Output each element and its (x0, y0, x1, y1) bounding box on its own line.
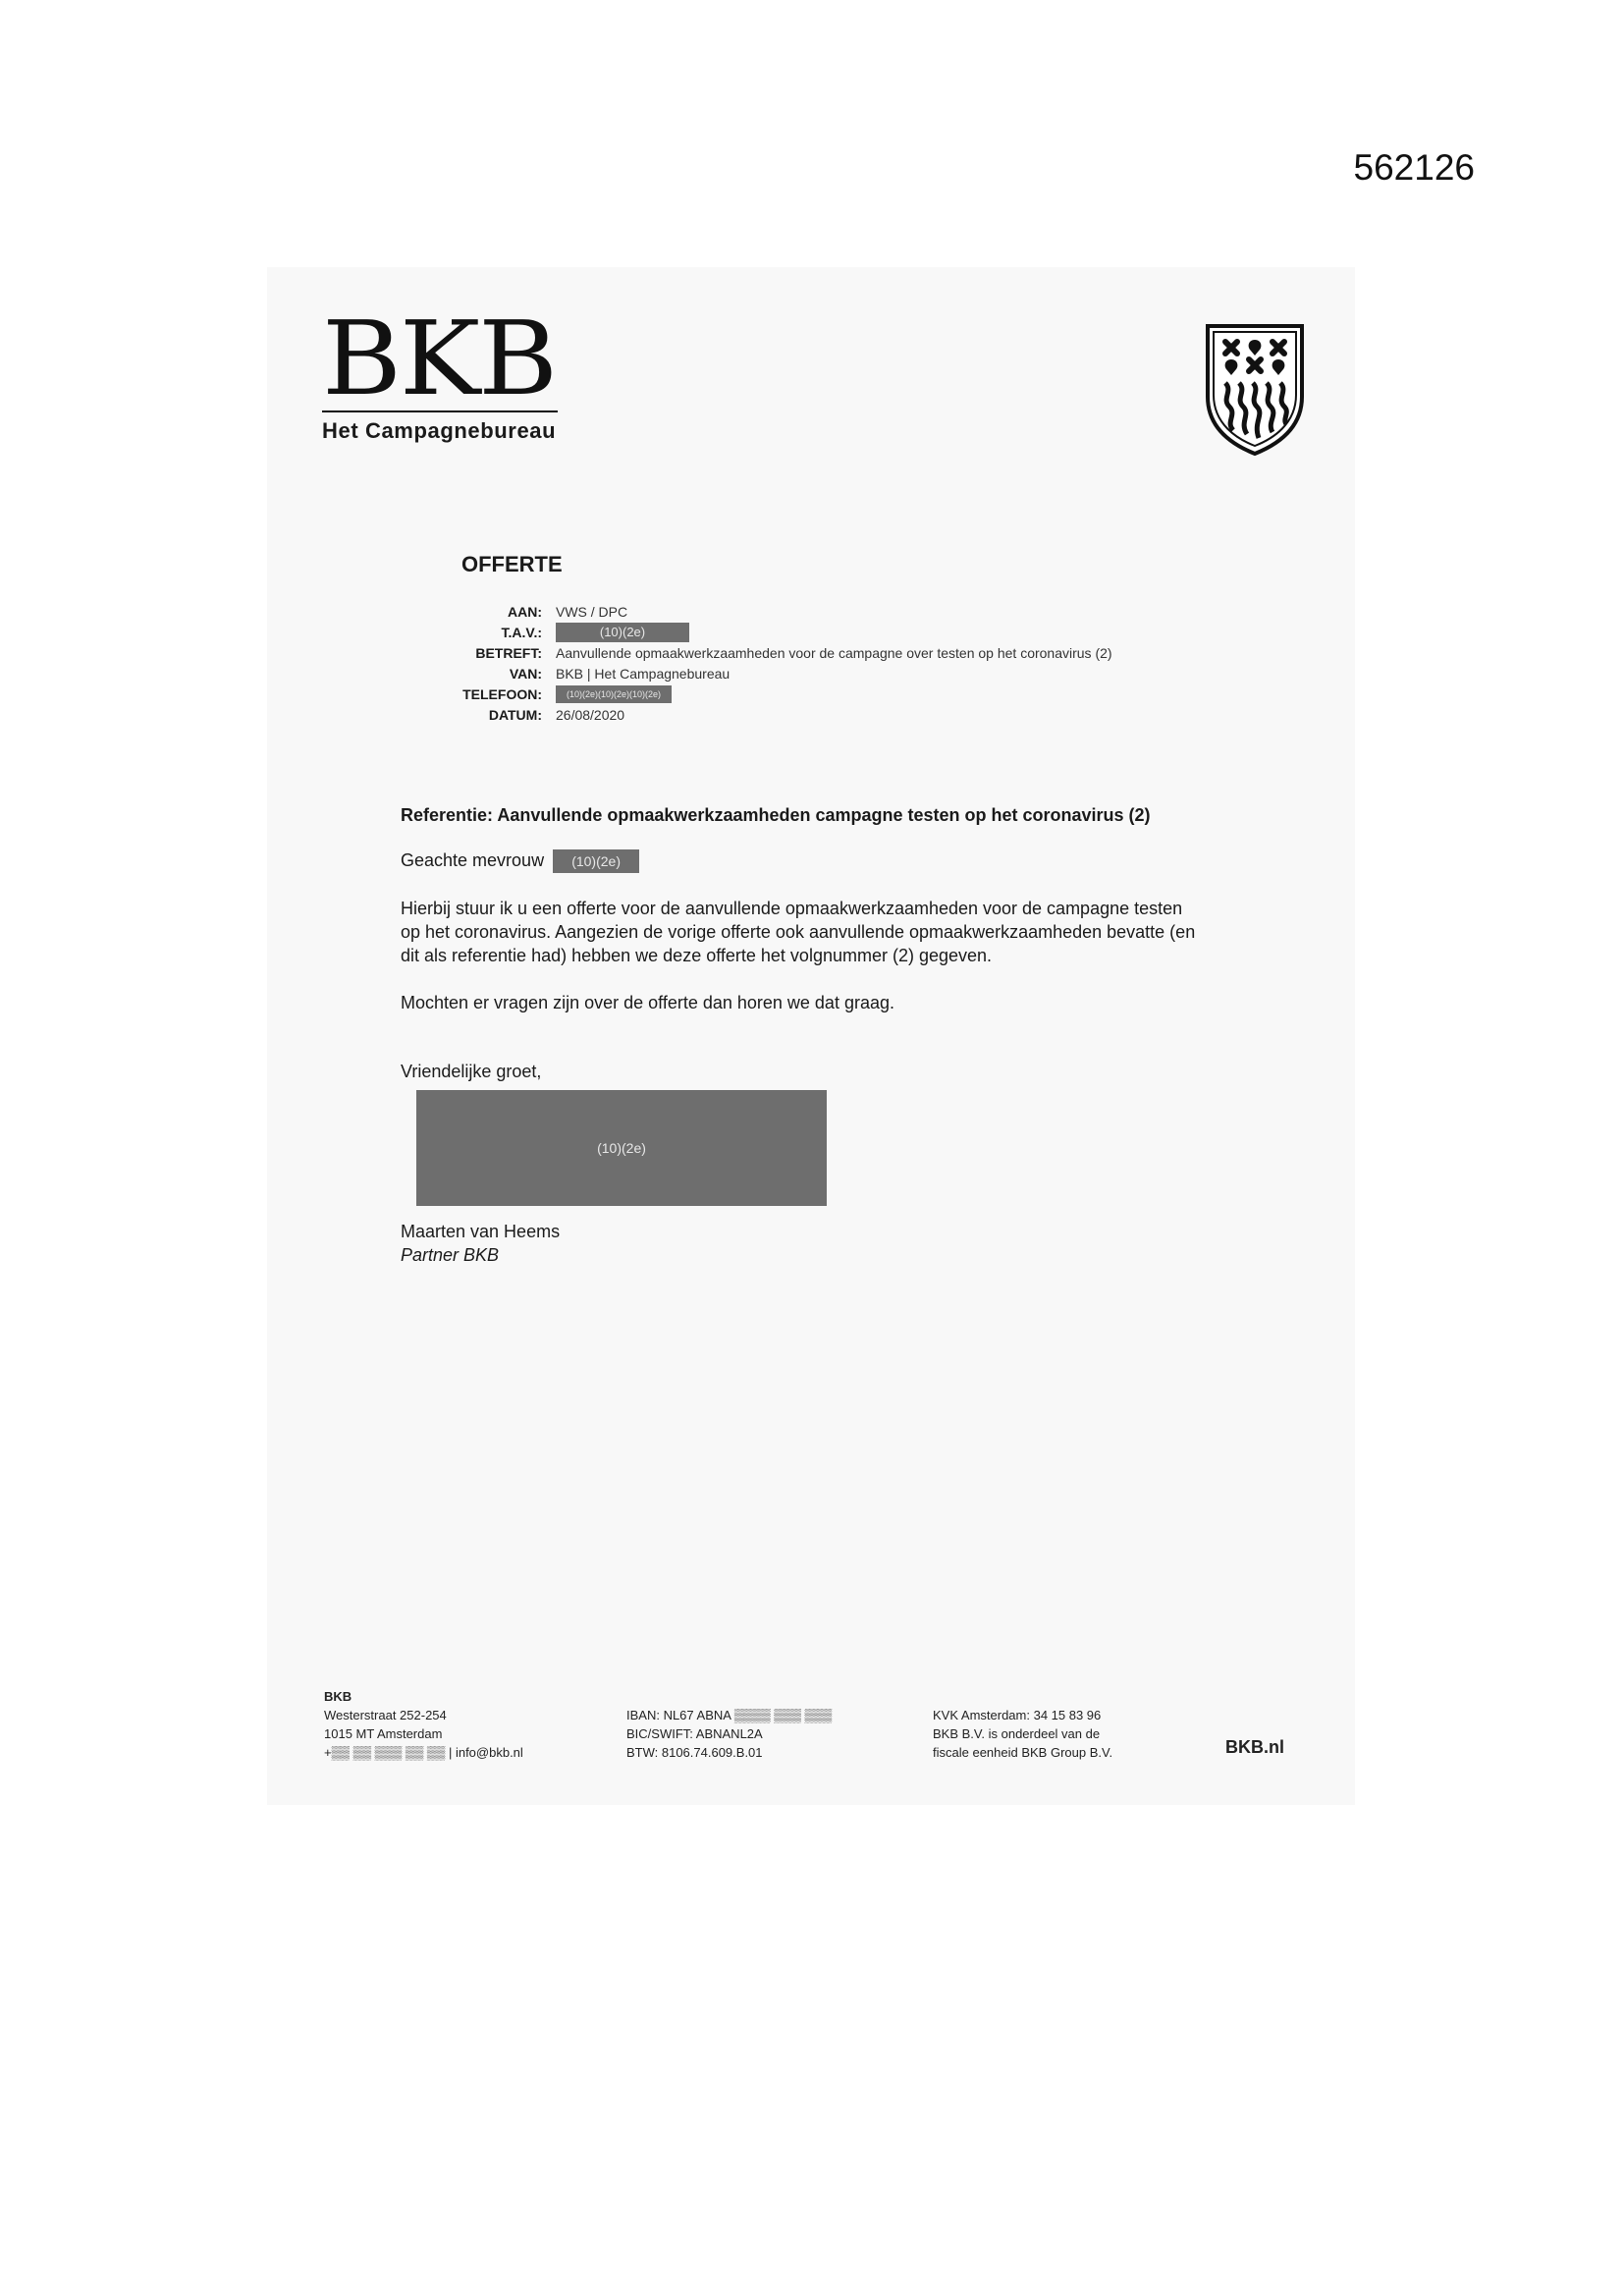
meta-value: Aanvullende opmaakwerkzaamheden voor de campagne over testen op het coronavirus (2) (556, 644, 1112, 661)
meta-block (393, 601, 1237, 725)
meta-row-tav (393, 622, 1237, 642)
meta-label: TELEFOON: (462, 685, 542, 702)
paragraph-2: Mochten er vragen zijn over de offerte dan horen we dat graag. (401, 993, 894, 1012)
meta-row-betreft (393, 642, 1237, 663)
reference-line: Referentie: Aanvullende opmaakwerkzaamheden campagne testen op het coronavirus (2) (401, 805, 1151, 825)
meta-label: BETREFT: (475, 644, 542, 661)
footer-bank (626, 1706, 832, 1762)
meta-value: 26/08/2020 (556, 706, 625, 723)
redaction-box: (10)(2e)(10)(2e)(10)(2e) (556, 685, 672, 703)
footer-btw: BTW: 8106.74.609.B.01 (626, 1745, 763, 1760)
paragraph-1: Hierbij stuur ik u een offerte voor de aanvullende opmaakwerkzaamheden voor de campagne testen op het coronavirus. Aangezien de vorige offerte ook aanvullende opmaakwerkzaamheden bevatte (en dit als referentie had) hebben we deze offerte het volgnummer (2) gegeven. (401, 899, 1196, 965)
footer-address (324, 1687, 523, 1762)
salutation: Geachte mevrouw (401, 850, 545, 870)
footer-group-1: BKB B.V. is onderdeel van de (933, 1726, 1101, 1741)
meta-label: VAN: (509, 665, 542, 682)
redaction-box: (10)(2e) (556, 623, 689, 642)
redaction-box: (10)(2e) (553, 849, 639, 873)
meta-row-aan (393, 601, 1237, 622)
meta-value: BKB | Het Campagnebureau (556, 665, 731, 682)
footer-address-1: Westerstraat 252-254 (324, 1708, 447, 1722)
footer-address-2: 1015 MT Amsterdam (324, 1726, 443, 1741)
meta-value: VWS / DPC (556, 603, 628, 620)
footer-bic: BIC/SWIFT: ABNANL2A (626, 1726, 763, 1741)
meta-row-telefoon (393, 683, 1237, 704)
logo-wordmark: BKB (322, 299, 557, 418)
meta-row-datum (393, 704, 1237, 725)
bkb-logo (322, 299, 558, 444)
footer-group-2: fiscale eenheid BKB Group B.V. (933, 1745, 1113, 1760)
salutation-line (401, 848, 1206, 873)
footer-company: BKB (324, 1689, 352, 1704)
footer-website[interactable]: BKB.nl (1225, 1737, 1284, 1757)
meta-label: T.A.V.: (501, 624, 542, 640)
signature-redaction: (10)(2e) (416, 1090, 827, 1206)
signer-block (401, 1220, 560, 1267)
meta-label: AAN: (508, 603, 542, 620)
footer-iban: IBAN: NL67 ABNA ▒▒▒▒ ▒▒▒ ▒▒▒ (626, 1708, 833, 1722)
amsterdam-crest-icon (1204, 322, 1306, 456)
logo-tagline: Het Campagnebureau (322, 410, 558, 444)
closing: Vriendelijke groet, (401, 1062, 542, 1081)
document-heading: OFFERTE (461, 552, 563, 576)
footer-registration (933, 1706, 1112, 1762)
signer-title: Partner BKB (401, 1245, 500, 1265)
footer-contact: +▒▒ ▒▒ ▒▒▒ ▒▒ ▒▒ | info@bkb.nl (324, 1745, 523, 1760)
document-number: 562126 (1353, 147, 1475, 188)
meta-label: DATUM: (488, 706, 542, 723)
signer-name: Maarten van Heems (401, 1222, 561, 1241)
footer-kvk: KVK Amsterdam: 34 15 83 96 (933, 1708, 1102, 1722)
letter-body (401, 803, 1206, 1083)
meta-row-van (393, 663, 1237, 683)
